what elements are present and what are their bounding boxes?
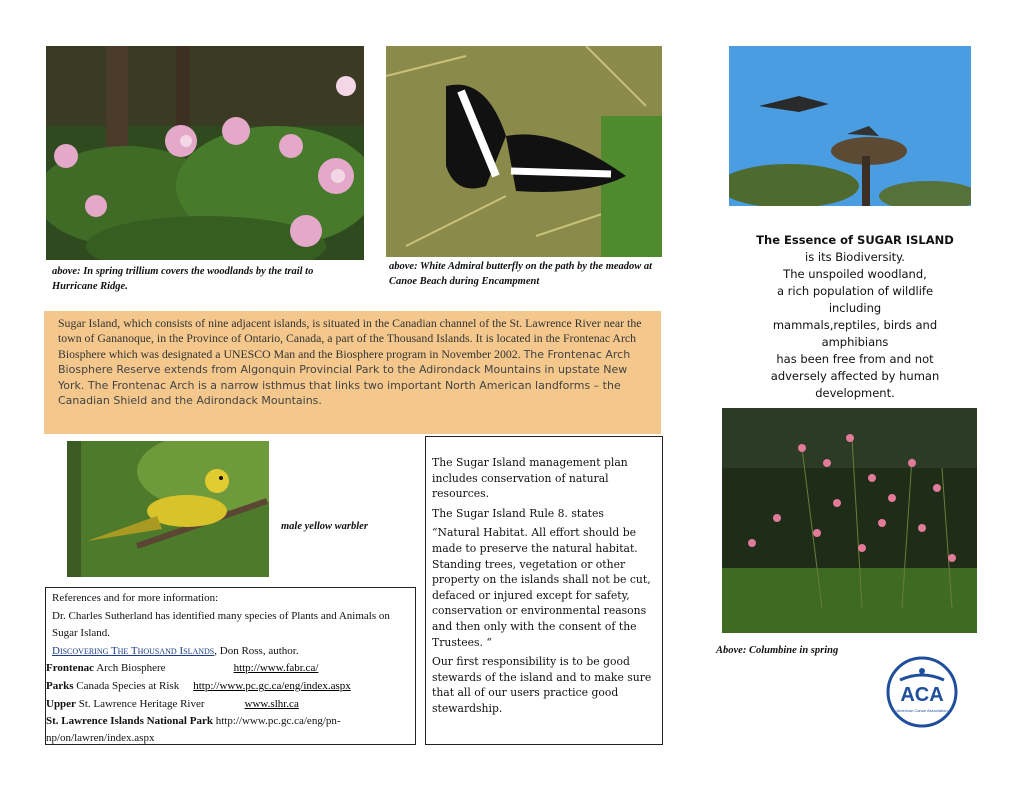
- ref-desc[interactable]: http://www.pc.gc.ca/eng/pn-np/on/lawren/index.aspx: [46, 715, 341, 745]
- butterfly-photo: [386, 46, 662, 257]
- trillium-photo: [46, 46, 364, 260]
- ref-org: St. Lawrence Islands National Park: [46, 715, 213, 728]
- ref-url[interactable]: http://www.pc.gc.ca/eng/index.aspx: [193, 679, 351, 692]
- essence-line: amphibians: [821, 335, 889, 349]
- rule-intro: The Sugar Island management plan includes conservation of natural resources.: [432, 456, 628, 501]
- warbler-caption: male yellow warbler: [281, 521, 368, 532]
- aca-logo: [886, 656, 958, 728]
- butterfly-caption: above: White Admiral butterfly on the path by the meadow at Canoe Beach during Encampment: [389, 261, 653, 287]
- ref-url[interactable]: www.slhr.ca: [244, 697, 299, 710]
- essence-line: is its Biodiversity.: [805, 250, 905, 264]
- logo-subtitle: American Canoe Association: [896, 708, 948, 713]
- ref-url[interactable]: http://www.fabr.ca/: [233, 662, 319, 675]
- description-part2: The Frontenac Arch Biosphere Reserve extends from Algonquin Provincial Park to the Adirondack Mountains in upstate New York. The Frontenac Arch is a narrow isthmus that links two important North American landforms – the Canadian Shield and the Adirondack Mountains.: [58, 347, 631, 408]
- sutherland-note: Dr. Charles Sutherland has identified many species of Plants and Animals on Sugar Island.: [52, 609, 390, 640]
- logo-text: ACA: [900, 684, 944, 706]
- columbine-caption: Above: Columbine in spring: [716, 645, 839, 656]
- ref-desc: St. Lawrence Heritage River: [75, 697, 205, 710]
- book-author: , Don Ross, author.: [214, 644, 299, 657]
- island-description: [44, 311, 661, 434]
- rule-heading: The Sugar Island Rule 8. states: [432, 506, 604, 520]
- ref-desc: Canada Species at Risk: [73, 679, 180, 692]
- columbine-photo: [722, 408, 977, 633]
- essence-line: adversely affected by human: [770, 369, 940, 383]
- description-part1: Sugar Island, which consists of nine adjacent islands, is situated in the Canadian channel of the St. Lawrence River near the town of Gananoque, in the Province of Ontario, Canada, a part of the Thousand Islands. It is located in the Frontenac Arch Biosphere which was designated a UNESCO Man and the Biosphere program in November 2002.: [58, 316, 642, 361]
- osprey-photo: [729, 46, 971, 206]
- ref-desc: Arch Biosphere: [94, 662, 166, 675]
- ref-org: Frontenac: [46, 662, 95, 675]
- trillium-caption: above: In spring trillium covers the woodlands by the trail to Hurricane Ridge.: [52, 266, 314, 292]
- essence-line: a rich population of wildlife: [776, 284, 934, 298]
- essence-line: mammals,reptiles, birds and: [772, 318, 938, 332]
- ref-org: Upper: [46, 697, 76, 710]
- essence-line: development.: [815, 386, 895, 400]
- ref-org: Parks: [46, 679, 74, 692]
- essence-line: including: [828, 301, 882, 315]
- references-heading: References and for more information:: [52, 592, 219, 604]
- rule-quote: “Natural Habitat. All effort should be made to preserve the natural habitat. Standing trees, vegetation or other property on the islands shall not be cut, defaced or injured except for safety, conservation or environmental reasons and then only with the consent of the Trustees. “: [432, 526, 651, 649]
- warbler-photo: [67, 441, 269, 577]
- rule-stewardship: Our first responsibility is to be good stewards of the island and to make sure that all of our users practice good stewardship.: [432, 655, 652, 715]
- book-link[interactable]: Discovering The Thousand Islands: [52, 644, 215, 657]
- essence-line: has been free from and not: [776, 352, 934, 366]
- essence-line: The unspoiled woodland,: [783, 267, 927, 281]
- references-box: [45, 587, 416, 745]
- essence-block: [730, 232, 980, 402]
- essence-title: The Essence of SUGAR ISLAND: [756, 233, 954, 247]
- management-rule-box: [425, 436, 663, 745]
